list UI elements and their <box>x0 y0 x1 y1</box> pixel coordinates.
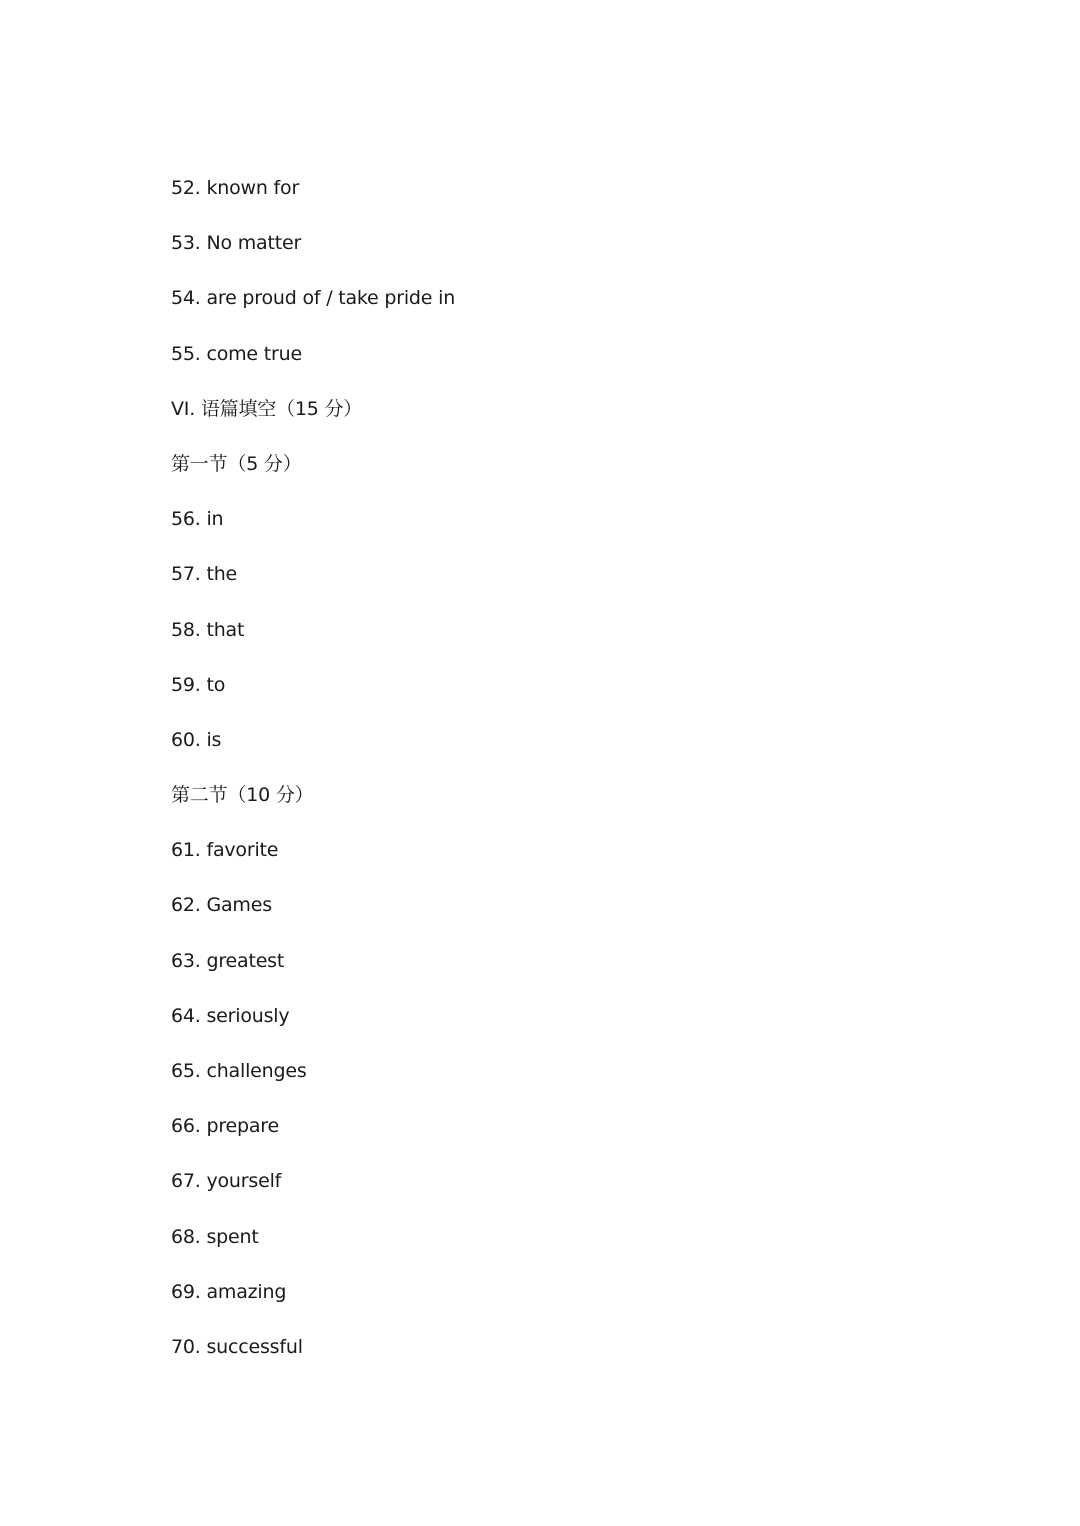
answer-line: 59. to <box>171 673 226 696</box>
answer-line: 68. spent <box>171 1225 259 1248</box>
answer-line: 63. greatest <box>171 949 285 972</box>
answer-line: 67. yourself <box>171 1170 282 1193</box>
answer-line: 61. favorite <box>171 839 279 862</box>
answer-line: 58. that <box>171 618 245 641</box>
answer-line: 62. Games <box>171 894 272 917</box>
answer-line: 69. amazing <box>171 1280 287 1303</box>
answer-line: 56. in <box>171 508 224 531</box>
answer-line: 57. the <box>171 563 238 586</box>
subsection-heading: 第一节（5 分） <box>171 452 302 475</box>
section-heading: VI. 语篇填空（15 分） <box>171 397 363 420</box>
subsection-heading: 第二节（10 分） <box>171 784 314 807</box>
answer-line: 55. come true <box>171 342 302 365</box>
answer-line: 60. is <box>171 728 222 751</box>
answer-line: 64. seriously <box>171 1004 290 1027</box>
answer-line: 52. known for <box>171 177 300 199</box>
answer-line: 70. successful <box>171 1335 303 1358</box>
answer-line: 65. challenges <box>171 1060 307 1082</box>
answer-list <box>171 166 455 1380</box>
answer-line: 53. No matter <box>171 232 302 255</box>
answer-line: 54. are proud of / take pride in <box>171 287 456 310</box>
answer-line: 66. prepare <box>171 1115 279 1138</box>
